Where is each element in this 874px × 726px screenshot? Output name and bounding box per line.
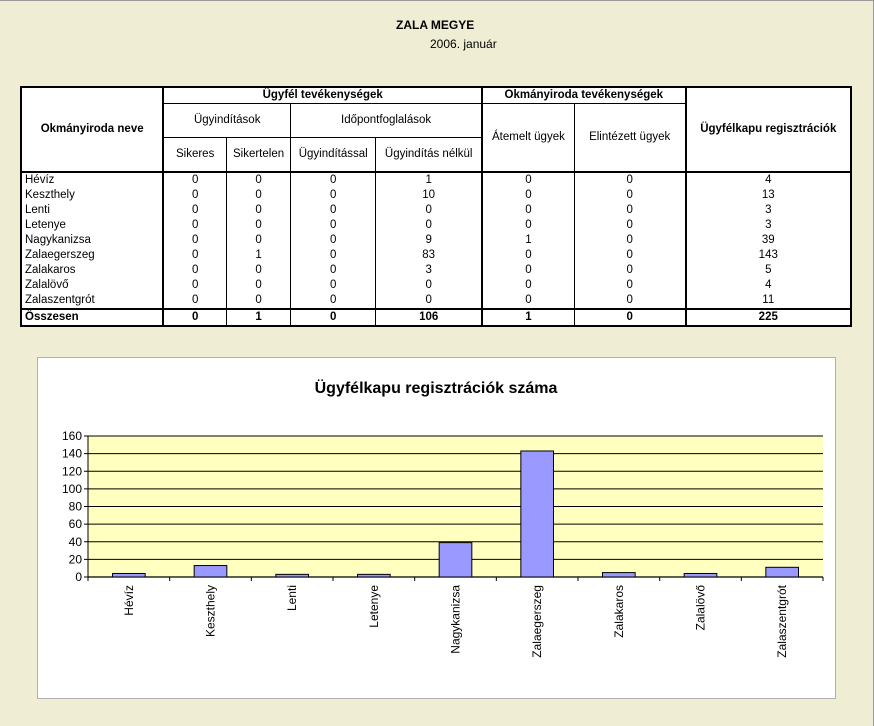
total-row <box>21 309 851 326</box>
value-cell: 0 <box>163 248 226 263</box>
value-cell: 0 <box>482 172 574 188</box>
header-case-starts: Ügyindítások <box>163 104 290 138</box>
office-name-cell: Zalaegerszeg <box>21 248 163 263</box>
value-cell: 0 <box>482 263 574 278</box>
header-office-activities: Okmányiroda tevékenységek <box>482 87 685 104</box>
y-tick-label: 160 <box>61 429 82 443</box>
table-body <box>21 172 851 326</box>
value-cell: 0 <box>574 293 685 309</box>
header-without-case: Ügyindítás nélkül <box>376 138 482 172</box>
y-tick-label: 120 <box>61 464 82 479</box>
value-cell: 0 <box>376 218 482 233</box>
value-cell: 0 <box>291 233 376 248</box>
value-cell: 0 <box>226 293 290 309</box>
table-row <box>21 203 851 218</box>
value-cell: 1 <box>226 248 290 263</box>
office-name-cell: Zalaszentgrót <box>21 293 163 309</box>
header-appointments: Időpontfoglalások <box>291 104 482 138</box>
value-cell: 0 <box>482 278 574 293</box>
total-value-cell: 0 <box>291 309 376 326</box>
value-cell: 0 <box>291 218 376 233</box>
header-processed: Elintézett ügyek <box>574 104 685 172</box>
office-name-cell: Letenye <box>21 218 163 233</box>
bar <box>766 567 799 577</box>
bar <box>358 574 391 577</box>
table-row <box>21 263 851 278</box>
y-tick-label: 140 <box>61 446 82 461</box>
y-tick-label: 100 <box>61 481 82 496</box>
x-tick-label: Lenti <box>285 585 300 612</box>
value-cell: 0 <box>291 293 376 309</box>
value-cell: 0 <box>376 293 482 309</box>
table-row <box>21 278 851 293</box>
value-cell: 0 <box>574 278 685 293</box>
value-cell: 0 <box>226 233 290 248</box>
value-cell: 0 <box>226 188 290 203</box>
y-tick-label: 80 <box>68 499 82 514</box>
value-cell: 0 <box>163 188 226 203</box>
value-cell: 0 <box>163 233 226 248</box>
report-date: 2006. január <box>430 37 497 51</box>
bar <box>684 573 717 577</box>
bar <box>113 573 146 577</box>
x-tick-label: Zalalövő <box>693 585 708 631</box>
value-cell: 0 <box>482 188 574 203</box>
plot-area <box>62 429 823 658</box>
x-tick-label: Letenye <box>366 585 381 628</box>
value-cell: 0 <box>226 263 290 278</box>
value-cell: 0 <box>482 218 574 233</box>
y-tick-label: 60 <box>68 517 82 532</box>
value-cell: 9 <box>376 233 482 248</box>
value-cell: 0 <box>163 172 226 188</box>
header-successful: Sikeres <box>163 138 226 172</box>
frame-top-line <box>0 0 874 1</box>
value-cell: 0 <box>574 188 685 203</box>
y-tick-label: 40 <box>68 534 82 549</box>
value-cell: 0 <box>291 263 376 278</box>
value-cell: 0 <box>574 172 685 188</box>
value-cell: 39 <box>686 233 851 248</box>
bar <box>194 566 227 577</box>
table-row <box>21 248 851 263</box>
header-registrations: Ügyfélkapu regisztrációk <box>686 87 851 172</box>
x-tick-label: Zalaszentgrót <box>775 585 790 658</box>
y-tick-label: 0 <box>75 570 82 584</box>
value-cell: 3 <box>686 218 851 233</box>
value-cell: 5 <box>686 263 851 278</box>
value-cell: 0 <box>226 172 290 188</box>
value-cell: 0 <box>291 188 376 203</box>
value-cell: 0 <box>574 203 685 218</box>
value-cell: 0 <box>482 203 574 218</box>
value-cell: 0 <box>163 203 226 218</box>
value-cell: 0 <box>376 278 482 293</box>
value-cell: 0 <box>226 203 290 218</box>
x-tick-label: Hévíz <box>121 585 136 616</box>
y-tick-label: 20 <box>68 552 82 567</box>
report-title: ZALA MEGYE <box>396 18 475 32</box>
total-value-cell: 1 <box>226 309 290 326</box>
chart-canvas <box>38 358 835 698</box>
value-cell: 0 <box>226 218 290 233</box>
value-cell: 3 <box>686 203 851 218</box>
value-cell: 1 <box>376 172 482 188</box>
office-name-cell: Lenti <box>21 203 163 218</box>
value-cell: 0 <box>574 218 685 233</box>
value-cell: 0 <box>163 218 226 233</box>
value-cell: 1 <box>482 233 574 248</box>
value-cell: 4 <box>686 172 851 188</box>
value-cell: 4 <box>686 278 851 293</box>
office-name-cell: Zalakaros <box>21 263 163 278</box>
value-cell: 0 <box>574 248 685 263</box>
table-row <box>21 172 851 188</box>
office-name-cell: Hévíz <box>21 172 163 188</box>
total-value-cell: 0 <box>574 309 685 326</box>
header-customer-activities: Ügyfél tevékenységek <box>163 87 482 104</box>
header-unsuccessful: Sikertelen <box>226 138 290 172</box>
value-cell: 0 <box>291 278 376 293</box>
value-cell: 10 <box>376 188 482 203</box>
value-cell: 0 <box>482 248 574 263</box>
value-cell: 0 <box>163 263 226 278</box>
statistics-table <box>20 86 852 327</box>
table-row <box>21 188 851 203</box>
value-cell: 0 <box>226 278 290 293</box>
value-cell: 11 <box>686 293 851 309</box>
total-value-cell: 106 <box>376 309 482 326</box>
value-cell: 0 <box>291 172 376 188</box>
x-tick-label: Zalaegerszeg <box>530 585 545 658</box>
bar <box>603 573 636 577</box>
total-label-cell: Összesen <box>21 309 163 326</box>
value-cell: 0 <box>482 293 574 309</box>
value-cell: 0 <box>574 233 685 248</box>
total-value-cell: 225 <box>686 309 851 326</box>
value-cell: 0 <box>163 293 226 309</box>
bar <box>521 451 554 577</box>
office-name-cell: Zalalövő <box>21 278 163 293</box>
value-cell: 0 <box>291 248 376 263</box>
bar <box>276 574 309 577</box>
value-cell: 83 <box>376 248 482 263</box>
value-cell: 3 <box>376 263 482 278</box>
table-row <box>21 293 851 309</box>
value-cell: 0 <box>574 263 685 278</box>
x-tick-label: Keszthely <box>203 585 218 638</box>
header-with-case: Ügyindítással <box>291 138 376 172</box>
value-cell: 0 <box>376 203 482 218</box>
chart-title: Ügyfélkapu regisztrációk száma <box>314 380 558 397</box>
office-name-cell: Keszthely <box>21 188 163 203</box>
bar <box>439 543 472 577</box>
header-transferred: Átemelt ügyek <box>482 104 574 172</box>
value-cell: 0 <box>291 203 376 218</box>
x-tick-label: Nagykanizsa <box>448 585 463 654</box>
total-value-cell: 1 <box>482 309 574 326</box>
total-value-cell: 0 <box>163 309 226 326</box>
value-cell: 143 <box>686 248 851 263</box>
value-cell: 13 <box>686 188 851 203</box>
header-office-name: Okmányiroda neve <box>21 87 163 172</box>
table-row <box>21 233 851 248</box>
x-tick-label: Zalakaros <box>611 585 626 638</box>
table-row <box>21 218 851 233</box>
registrations-chart <box>37 357 836 699</box>
office-name-cell: Nagykanizsa <box>21 233 163 248</box>
value-cell: 0 <box>163 278 226 293</box>
